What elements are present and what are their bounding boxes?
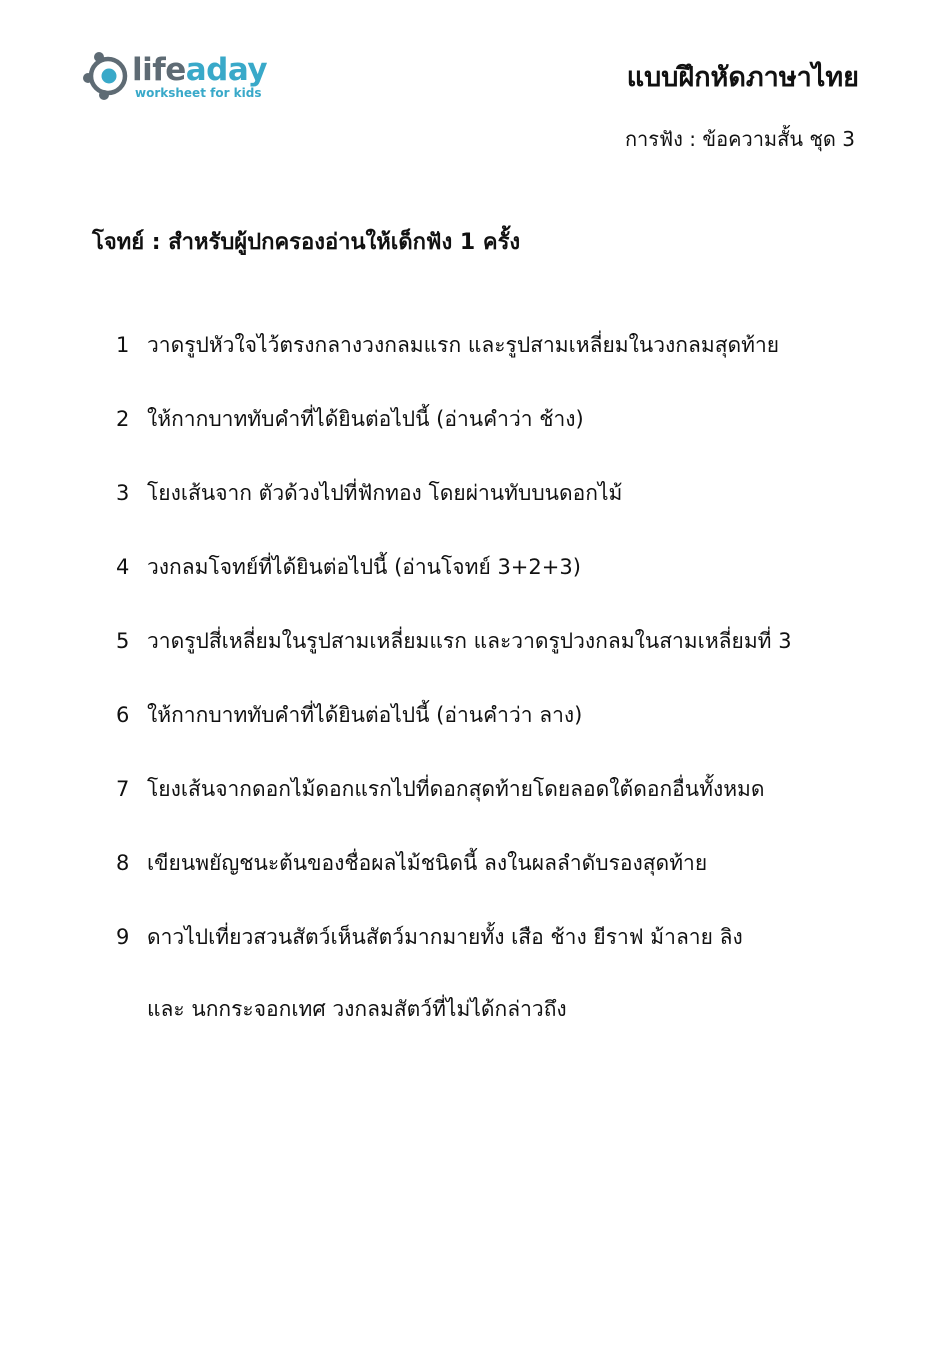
exercise-item-5 bbox=[116, 622, 876, 696]
item-text: วาดรูปสี่เหลี่ยมในรูปสามเหลี่ยมแรก และวาดรูปวงกลมในสามเหลี่ยมที่ 3 bbox=[147, 629, 792, 653]
exercise-item-9-continuation: และ นกกระจอกเทศ วงกลมสัตว์ที่ไม่ได้กล่าวถึง bbox=[147, 997, 567, 1021]
item-text: ให้กากบาททับคำที่ได้ยินต่อไปนี้ (อ่านคำว่า ช้าง) bbox=[147, 407, 584, 431]
exercise-item-6 bbox=[116, 696, 876, 770]
item-text: โยงเส้นจากดอกไม้ดอกแรกไปที่ดอกสุดท้ายโดยลอดใต้ดอกอื่นทั้งหมด bbox=[147, 777, 765, 801]
item-number: 3 bbox=[116, 481, 130, 505]
instruction-text: โจทย์ : สำหรับผู้ปกครองอ่านให้เด็กฟัง 1 ครั้ง bbox=[92, 230, 521, 255]
page-title: แบบฝึกหัดภาษาไทย bbox=[626, 62, 859, 93]
item-number: 5 bbox=[116, 629, 130, 653]
logo-word-life: life bbox=[132, 52, 186, 88]
item-number: 9 bbox=[116, 925, 130, 949]
exercise-item-2 bbox=[116, 400, 876, 474]
item-text: โยงเส้นจาก ตัวด้วงไปที่ฟักทอง โดยผ่านทับบนดอกไม้ bbox=[147, 481, 623, 505]
logo-wordmark bbox=[132, 52, 267, 88]
item-number: 2 bbox=[116, 407, 130, 431]
lifeaday-logo bbox=[82, 50, 272, 106]
molecule-logo-icon bbox=[82, 50, 134, 102]
exercise-item-1 bbox=[116, 326, 876, 400]
exercise-item-3 bbox=[116, 474, 876, 548]
exercise-item-4 bbox=[116, 548, 876, 622]
item-text: วาดรูปหัวใจไว้ตรงกลางวงกลมแรก และรูปสามเหลี่ยมในวงกลมสุดท้าย bbox=[147, 333, 780, 357]
page-subtitle: การฟัง : ข้อความสั้น ชุด 3 bbox=[624, 127, 855, 151]
item-number: 1 bbox=[116, 333, 130, 357]
item-text: วงกลมโจทย์ที่ได้ยินต่อไปนี้ (อ่านโจทย์ 3+2+3) bbox=[147, 555, 581, 579]
item-number: 7 bbox=[116, 777, 130, 801]
item-text: เขียนพยัญชนะต้นของชื่อผลไม้ชนิดนี้ ลงในผลลำดับรองสุดท้าย bbox=[147, 851, 708, 875]
item-number: 6 bbox=[116, 703, 130, 727]
exercise-list bbox=[116, 326, 876, 992]
exercise-item-9 bbox=[116, 918, 876, 992]
exercise-item-8 bbox=[116, 844, 876, 918]
exercise-item-7 bbox=[116, 770, 876, 844]
item-text: ดาวไปเที่ยวสวนสัตว์เห็นสัตว์มากมายทั้ง เสือ ช้าง ยีราฟ ม้าลาย ลิง bbox=[147, 925, 743, 949]
item-number: 8 bbox=[116, 851, 130, 875]
item-number: 4 bbox=[116, 555, 130, 579]
logo-word-aday: aday bbox=[185, 52, 268, 88]
logo-tagline: worksheet for kids bbox=[135, 86, 262, 100]
item-text: ให้กากบาททับคำที่ได้ยินต่อไปนี้ (อ่านคำว่า ลาง) bbox=[147, 703, 583, 727]
